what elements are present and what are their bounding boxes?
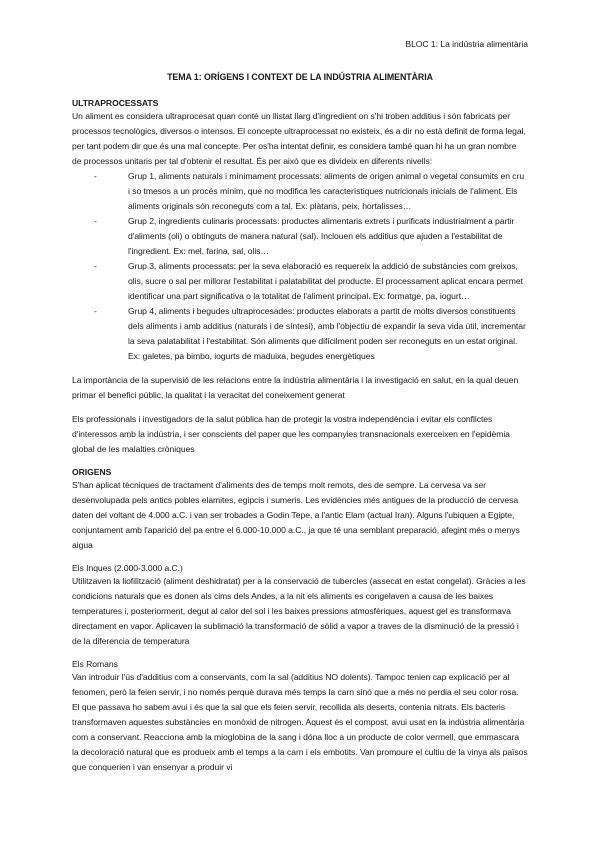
list-item-group-3 (94, 259, 528, 304)
list-item-group-1 (94, 169, 528, 214)
paragraph-inques: Utilitzaven la liofilització (aliment deshidratat) per a la conservació de tubercles (assecat en estat congelat). Gràcies a les condicions naturals que es donen als cims dels Andes, a la nit els aliments es congelaven a causa de les baixes temperatures i, posteriorment, degut al calor del sol i les baixes pressions atmosfèriques, aquest gel es transformava directament en vapor. Aplicaven la sublimació la transformació de sòlid a vapor a traves de la disminució de la pressió i de la diferencia de temperatura (72, 576, 526, 646)
section-ultraprocessats (72, 97, 528, 457)
bullet-dash: - (94, 261, 97, 271)
bullet-dash: - (94, 216, 97, 226)
subheading-inques: Els Inques (2.000-3.000 a.C.) (72, 563, 183, 573)
list-item-text: Grup 1, aliments naturals i mínimament processats: aliments de origen animal o vegetal consumits en cru i so tmesos a un procés mínim, que no modifica les característiques nutricionals inicials de l'aliment. Els aliments originals són reconeguts com a tal. Ex: plàtans, peix, hortalisses… (128, 171, 525, 211)
running-header: BLOC 1: La indústria alimentària (405, 39, 528, 49)
list-item-group-4 (94, 304, 528, 364)
paragraph-supervision: La importància de la supervisió de les relacions entre la indústria alimentària i la investigació en salut, en la qual deuen primar el benefici públic, la qualitat i la veracitat del coneixement generat (72, 375, 519, 400)
processing-levels-list (72, 169, 528, 364)
document-title: TEMA 1: ORÍGENS I CONTEXT DE LA INDÚSTRIA ALIMENTÀRIA (167, 72, 433, 82)
paragraph-ultraprocessat-definition: Un aliment es considera ultraprocesat quan conté un llistat llarg d'ingredient on s'hi troben additius i són fabricats per processos tecnològics, diversos o intensos. El concepte ultraprocessat no existeix, és a dir no està definit de forma legal, per tant podem dir que és una mal concepte. Per os'ha intentat definir, es considera també quan hi ha un gran nombre de processos unitaris per tal d'obtenir el resultat. És per això que es divideix en diferents nivells: (72, 111, 526, 166)
bullet-dash: - (94, 306, 97, 316)
bullet-dash: - (94, 171, 97, 181)
list-item-group-2 (94, 214, 528, 259)
section-origens (72, 466, 528, 775)
section-heading-origens: ORIGENS (72, 467, 112, 477)
paragraph-romans: Van introduir l'ús d'additius com a conservants, com la sal (additius NO dolents). Tampoc tenien cap explicació per al fenomen, però la feien servir, i no només perquè durava més temps la carn sinó que a més no perdia el seu color rosa. El que passava ho sabem avui i és que la sal que els feien servir, recollida als deserts, contenia nitrats. Els bacteris transformaven aquestes substàncies en monòxid de nitrogen. Aquest és el compost, avui usat en la indústria alimentària com a conservant. Reacciona amb la mioglobina de la sang i dóna lloc a un producte de color vermell, que emmascara la decoloració natural que es produeix amb el temps a la carn i els embotits. Van promoure el cultiu de la vinya als països que conquerien i van ensenyar a produir vi (72, 672, 528, 772)
paragraph-origens-intro: S'han aplicat tècniques de tractament d'aliments des de temps molt remots, des de sempre. La cervesa va ser desenvolupada pels antics pobles elamites, egipcis i sumeris. Les evidències més antigues de la producció de cervesa daten del voltant de 4.000 a.C. i van ser trobades a Godin Tepe, a l'antic Elam (actual Iran). Alguns l'ubiquen a Egipte, conjuntament amb l'aparició del pa entre el 6.000-10.000 a.C., ja que té una semblant preparació, afegint més o menys aigua (72, 480, 520, 550)
list-item-text: Grup 4, aliments i begudes ultraprocesades: productes elaborats a partit de molts diversos constituents dels aliments i amb additius (naturals i de síntesi), amb l'objectiu de expandir la seva vida útil, incrementar la seva palatabilitat i l'estabilitat. Són aliments que difícilment poden ser reconeguts en un estat original. Ex: galetes, pa bimbo, iogurts de maduixa, begudes energètiques (128, 306, 526, 361)
list-item-text: Grup 2, ingredients culinaris processats: productes alimentaris extrets i purificats industrialment a partir d'aliments (oli) o obtinguts de manera natural (sal). Inclouen els additius que ajuden a l'estabilitat de l'ingredient. Ex: mel, farina, sal, olis… (128, 216, 515, 256)
section-heading-ultraprocessats: ULTRAPROCESSATS (72, 98, 159, 108)
subheading-romans: Els Romans (72, 659, 118, 669)
paragraph-professionals: Els professionals i investigadors de la salut pública han de protegir la vostra independència i evitar els conflictes d'interessos amb la indústria, i ser conscients del paper que les companyies transnacionals exerceixen en l'epidèmia global de les malalties cròniques (72, 414, 510, 454)
list-item-text: Grup 3, aliments processats: per la seva elaboració es requereix la addició de substàncies com greixos, olis, sucre o sal per millorar l'estabilitat i palatabilitat del producte. El processament aplicat encara permet identificar una part significativa o la totalitat de l'aliment principal. Ex: formatge, pa, iogurt… (128, 261, 523, 301)
